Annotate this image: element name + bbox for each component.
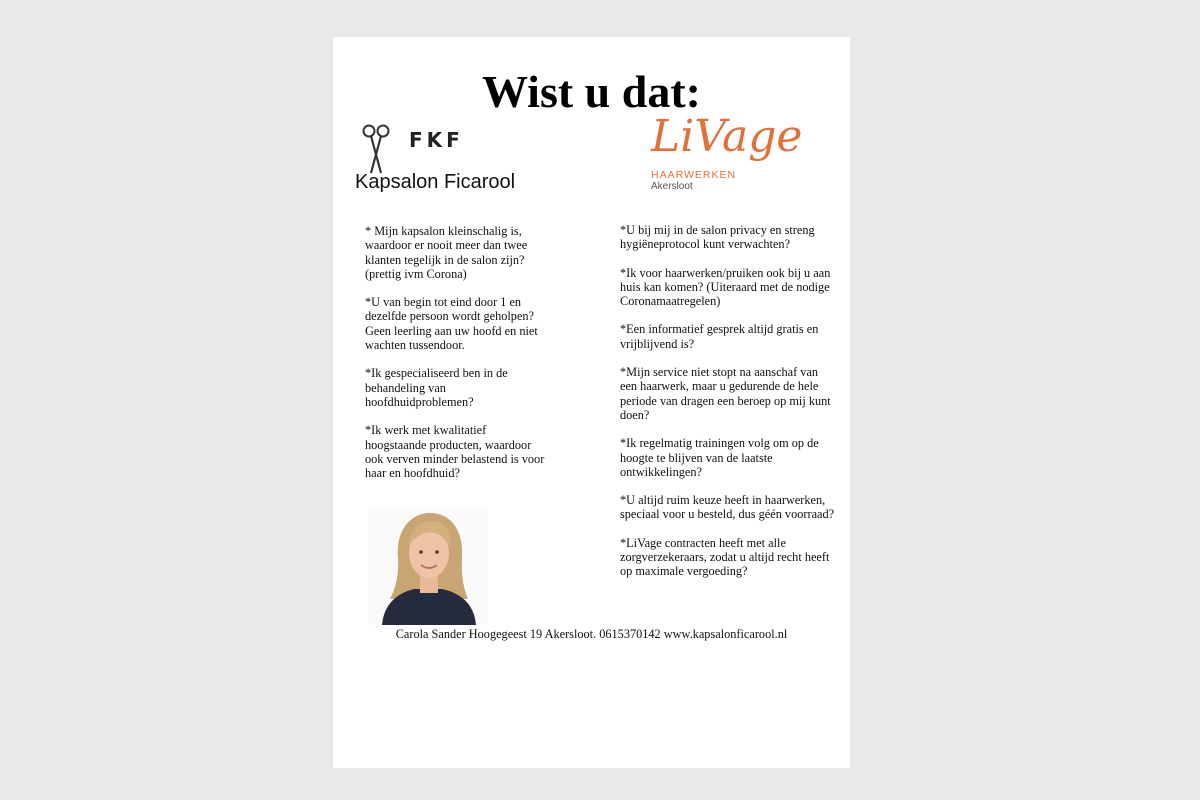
right-item: *Mijn service niet stopt na aanschaf van een haarwerk, maar u gedurende de hele periode van dragen een beroep op mij kunt doen? xyxy=(620,365,831,422)
ficarool-logo xyxy=(353,123,533,193)
livage-logo-script: LiVage xyxy=(651,111,803,162)
right-item: *Ik voor haarwerken/pruiken ook bij u aan huis kan komen? (Uiteraard met de nodige Coronamaatregelen) xyxy=(620,265,831,309)
right-column xyxy=(620,223,835,593)
scissors-icon xyxy=(361,123,391,175)
ficarool-logo-letters: FKF xyxy=(409,128,464,152)
livage-logo xyxy=(645,111,803,199)
flyer-page xyxy=(333,37,850,768)
left-item: *Ik werk met kwalitatief hoogstaande producten, waardoor ook verven minder belastend is voor haar en hoofdhuid? xyxy=(365,423,545,481)
livage-logo-subtitle: HAARWERKEN xyxy=(651,169,737,181)
left-column xyxy=(365,224,550,494)
portrait-photo xyxy=(368,507,488,625)
contact-footer: Carola Sander Hoogegeest 19 Akersloot. 0615370142 www.kapsalonficarool.nl xyxy=(395,627,788,641)
page-title: Wist u dat: xyxy=(482,66,701,117)
left-item: * Mijn kapsalon kleinschalig is, waardoor er nooit meer dan twee klanten tegelijk in de salon zijn? (prettig ivm Corona) xyxy=(365,224,528,281)
ficarool-logo-name: Kapsalon Ficarool xyxy=(355,171,516,193)
right-item: *U altijd ruim keuze heeft in haarwerken, speciaal voor u besteld, dus géén voorraad? xyxy=(620,493,835,522)
livage-logo-town: Akersloot xyxy=(651,181,693,192)
right-item: *U bij mij in de salon privacy en streng hygiëneprotocol kunt verwachten? xyxy=(620,223,815,252)
right-item: *Een informatief gesprek altijd gratis en vrijblijvend is? xyxy=(620,322,819,351)
right-item: *Ik regelmatig trainingen volg om op de hoogte te blijven van de laatste ontwikkelingen? xyxy=(620,436,819,479)
left-item: *Ik gespecialiseerd ben in de behandeling van hoofdhuidproblemen? xyxy=(365,366,508,409)
right-item: *LiVage contracten heeft met alle zorgverzekeraars, zodat u altijd recht heeft op maximale vergoeding? xyxy=(620,535,830,579)
left-item: *U van begin tot eind door 1 en dezelfde persoon wordt geholpen? Geen leerling aan uw hoofd en niet wachten tussendoor. xyxy=(365,295,538,353)
